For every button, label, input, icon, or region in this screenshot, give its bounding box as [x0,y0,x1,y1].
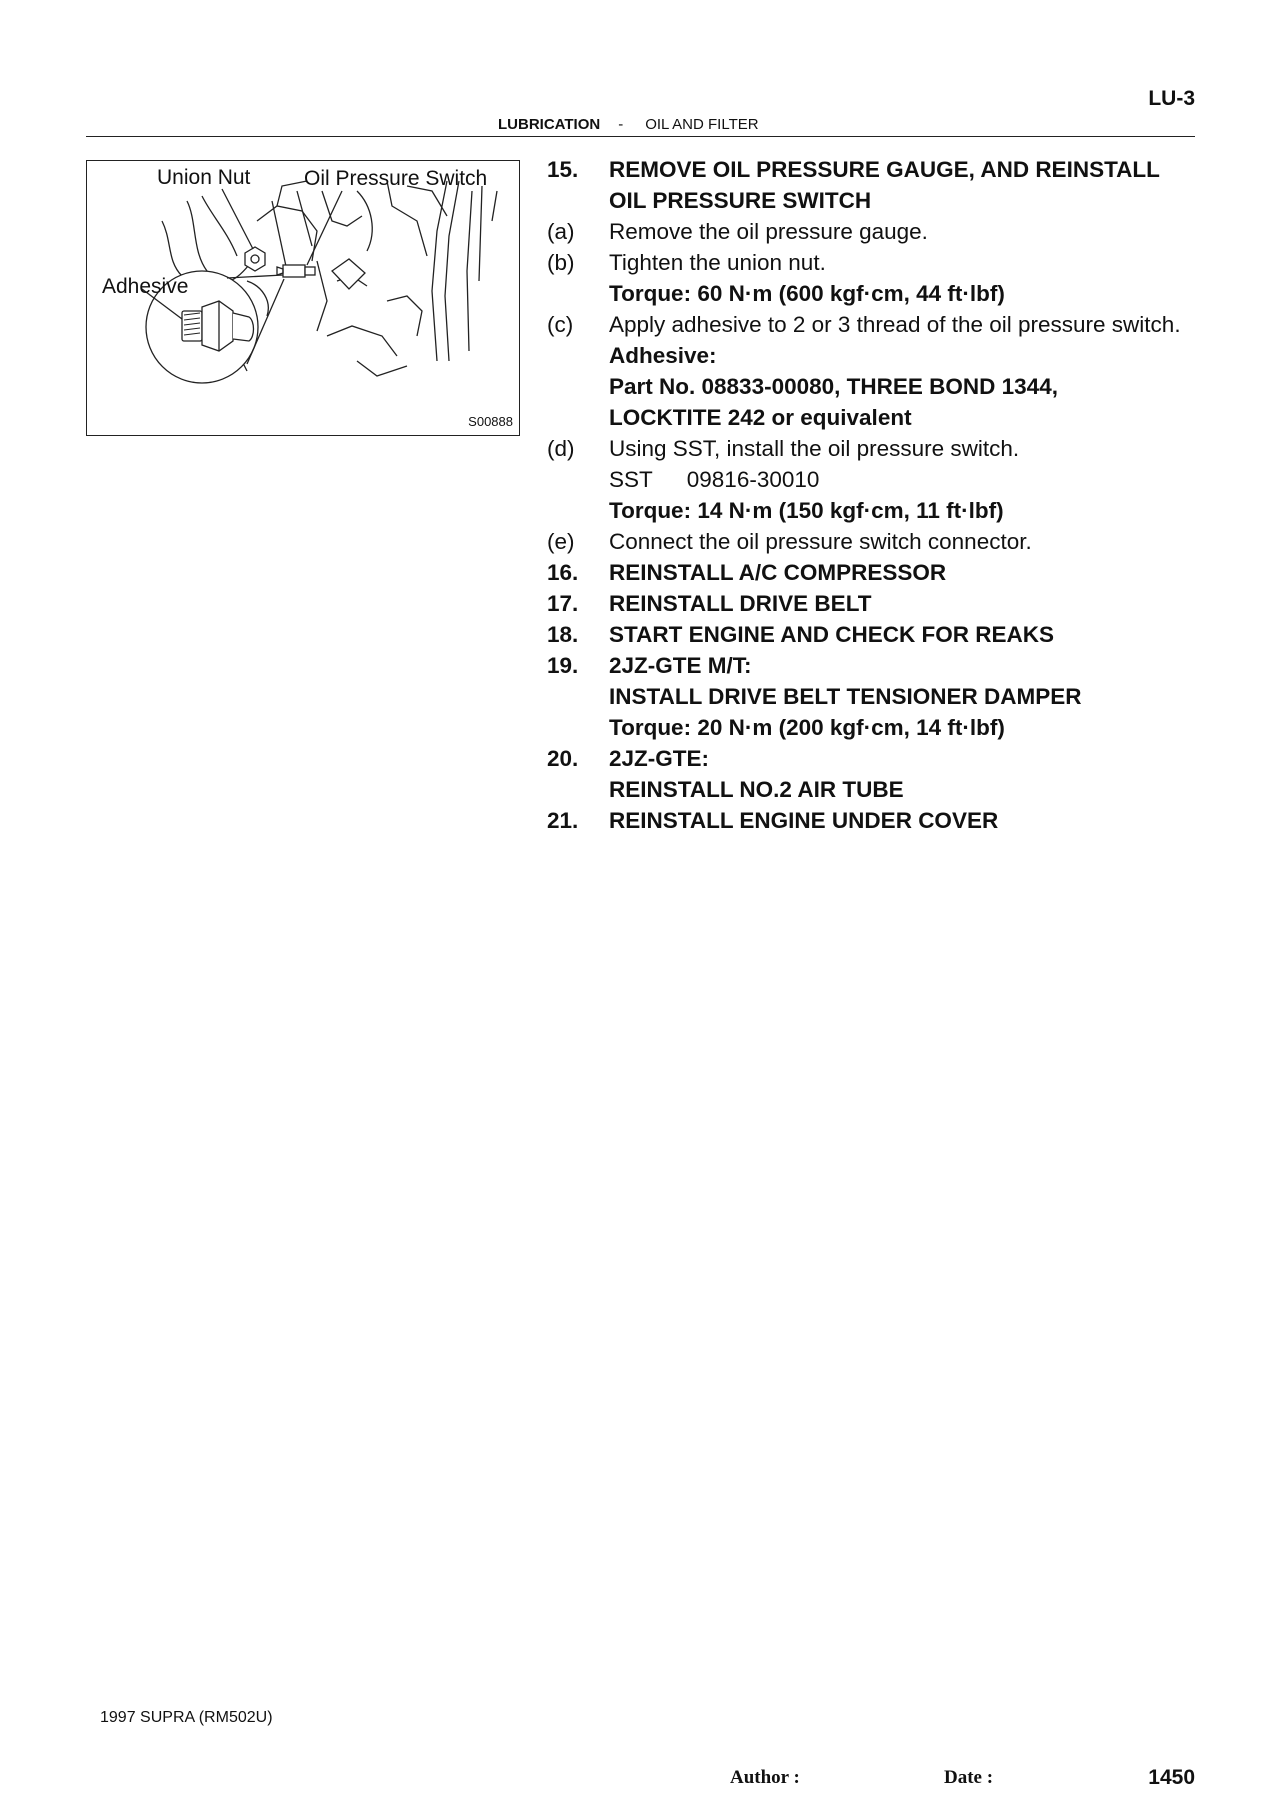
step-line [547,402,1207,433]
step-line [547,743,1207,774]
step-text: Torque: 20 N·m (200 kgf·cm, 14 ft·lbf) [609,715,1005,740]
step-line [547,681,1207,712]
header-section: OIL AND FILTER [645,116,759,133]
oil-pressure-switch-illustration [86,160,520,436]
step-line [547,526,1207,557]
step-text: INSTALL DRIVE BELT TENSIONER DAMPER [609,684,1082,709]
label-oil-pressure-switch: Oil Pressure Switch [304,167,488,190]
sst-code: 09816-30010 [686,467,820,492]
procedure-steps [547,154,1207,836]
author-label: Author : [730,1767,800,1788]
step-text: Adhesive: [609,343,717,368]
step-text: Part No. 08833-00080, THREE BOND 1344, [609,374,1058,399]
step-number: 17. [547,591,579,616]
step-number: (b) [547,250,575,275]
step-line [547,433,1207,464]
step-line [547,154,1207,185]
step-number: 16. [547,560,579,585]
step-number: 20. [547,746,579,771]
step-text: Using SST, install the oil pressure switch. [609,436,1020,461]
step-text: Tighten the union nut. [609,250,826,275]
step-text: Apply adhesive to 2 or 3 thread of the oil pressure switch. [609,312,1181,337]
step-line [547,464,1207,495]
step-text: REINSTALL ENGINE UNDER COVER [609,808,999,833]
step-line [547,340,1207,371]
step-text: Torque: 14 N·m (150 kgf·cm, 11 ft·lbf) [609,498,1004,523]
header-separator: - [618,116,624,133]
step-text: REINSTALL A/C COMPRESSOR [609,560,947,585]
step-line [547,309,1207,340]
step-text: Remove the oil pressure gauge. [609,219,928,244]
step-line [547,557,1207,588]
step-line [547,185,1207,216]
step-line [547,712,1207,743]
step-line [547,495,1207,526]
step-line [547,650,1207,681]
step-line [547,805,1207,836]
step-text: REINSTALL NO.2 AIR TUBE [609,777,904,802]
step-number: (a) [547,219,575,244]
label-adhesive: Adhesive [102,275,189,298]
date-label: Date : [944,1767,994,1788]
step-number: 15. [547,157,579,182]
step-number: (d) [547,436,575,461]
step-line [547,588,1207,619]
page-code: LU-3 [1148,87,1195,110]
label-union-nut: Union Nut [157,166,251,189]
step-text: 2JZ-GTE M/T: [609,653,752,678]
step-text: Torque: 60 N·m (600 kgf·cm, 44 ft·lbf) [609,281,1005,306]
step-line [547,216,1207,247]
step-number: 21. [547,808,579,833]
step-line [547,247,1207,278]
sst-spec [609,464,819,495]
step-text: OIL PRESSURE SWITCH [609,188,872,213]
step-text: REINSTALL DRIVE BELT [609,591,872,616]
header-category: LUBRICATION [498,116,601,133]
step-line [547,619,1207,650]
footer-model: 1997 SUPRA (RM502U) [100,1709,273,1726]
step-text: Connect the oil pressure switch connector. [609,529,1032,554]
step-line [547,371,1207,402]
step-text: REMOVE OIL PRESSURE GAUGE, AND REINSTALL [609,157,1160,182]
step-number: (e) [547,529,575,554]
step-text: LOCKTITE 242 or equivalent [609,405,912,430]
section-header [498,116,759,133]
step-text: 2JZ-GTE: [609,746,710,771]
step-number: 19. [547,653,579,678]
step-line [547,774,1207,805]
page-number: 1450 [1148,1766,1195,1789]
sst-label: SST [609,467,653,492]
step-text: START ENGINE AND CHECK FOR REAKS [609,622,1055,647]
header-rule [86,136,1195,137]
figure-code: S00888 [468,414,513,429]
step-number: (c) [547,312,574,337]
step-line [547,278,1207,309]
step-number: 18. [547,622,579,647]
